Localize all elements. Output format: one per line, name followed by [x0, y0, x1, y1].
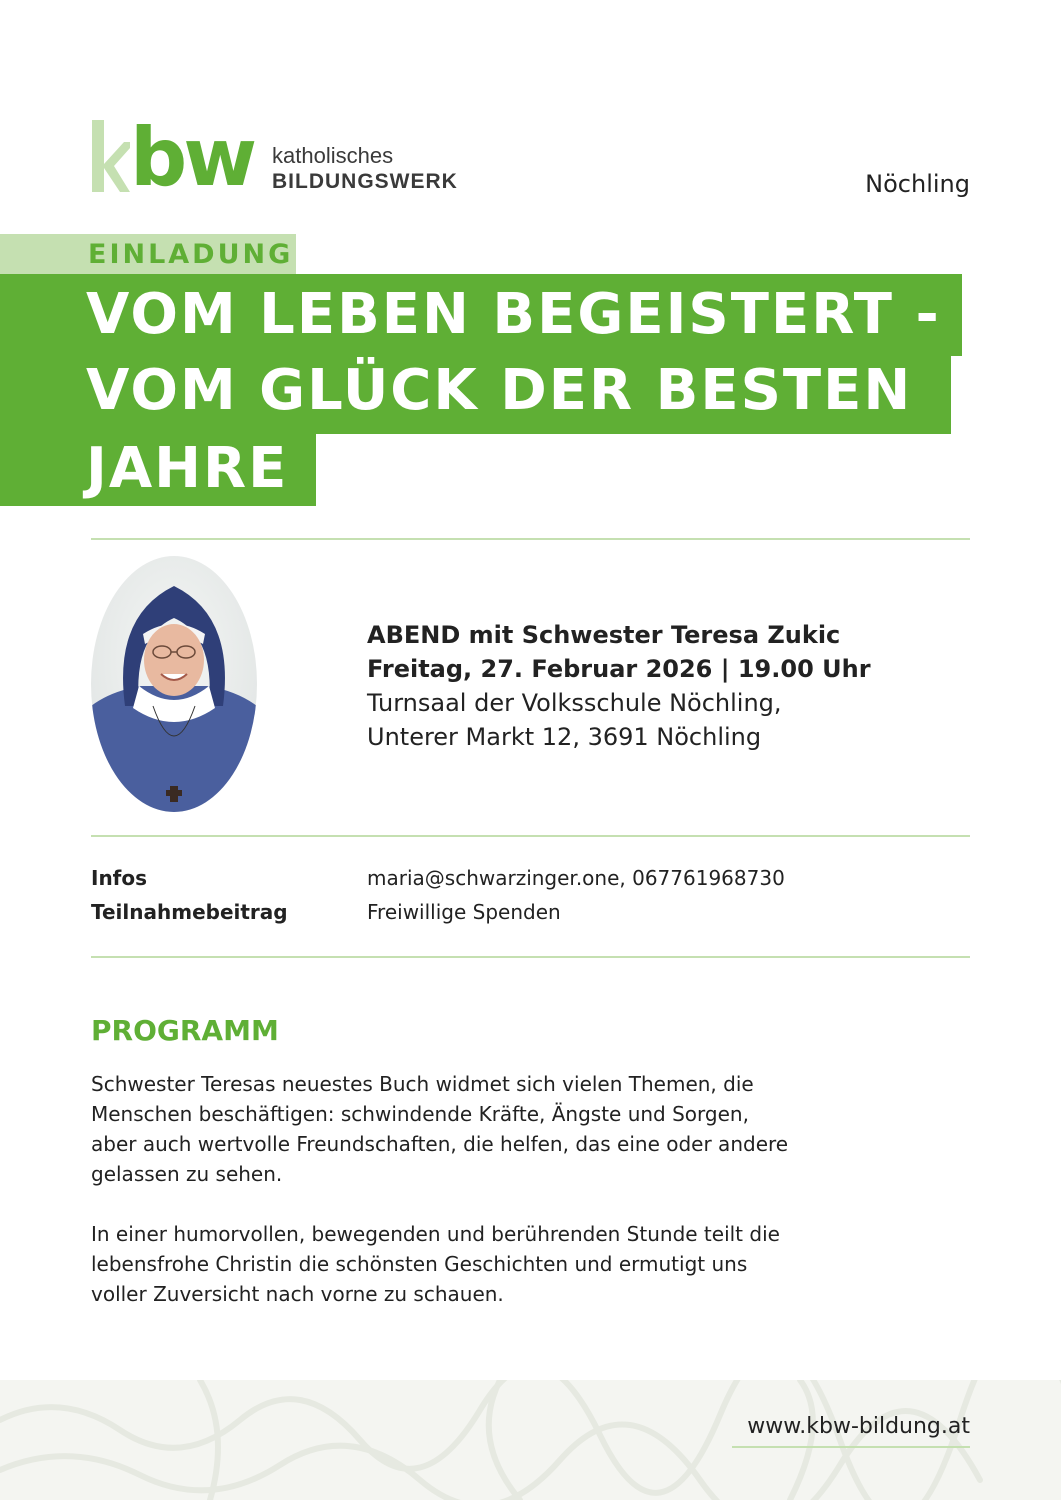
info-label-fee: Teilnahmebeitrag: [91, 900, 288, 924]
location-label: Nöchling: [865, 170, 970, 198]
kbw-logo: [90, 111, 490, 204]
paragraph-line: Menschen beschäftigen: schwindende Kräfte, Ängste und Sorgen,: [91, 1102, 749, 1126]
logo-k-mark: [90, 118, 130, 196]
event-details: [367, 618, 871, 754]
footer-website-link[interactable]: www.kbw-bildung.at: [747, 1414, 970, 1439]
programm-paragraph-1: [91, 1069, 891, 1189]
info-value-fee: Freiwillige Spenden: [367, 900, 561, 924]
eyebrow-label: EINLADUNG: [88, 239, 294, 270]
paragraph-line: lebensfrohe Christin die schönsten Geschichten und ermutigt uns: [91, 1252, 748, 1276]
paragraph-line: gelassen zu sehen.: [91, 1162, 283, 1186]
paragraph-line: voller Zuversicht nach vorne zu schauen.: [91, 1282, 504, 1306]
title-line-2: VOM GLÜCK DER BESTEN: [86, 358, 913, 423]
speaker-portrait: [91, 556, 257, 812]
logo-wordmark: bw: [130, 111, 254, 204]
section-heading-programm: PROGRAMM: [91, 1014, 279, 1047]
paragraph-line: aber auch wertvolle Freundschaften, die helfen, das eine oder andere: [91, 1132, 789, 1156]
event-datetime: Freitag, 27. Februar 2026 | 19.00 Uhr: [367, 655, 871, 683]
divider: [91, 835, 970, 837]
info-label-contact: Infos: [91, 866, 148, 890]
event-venue: Turnsaal der Volksschule Nöchling,: [367, 689, 782, 717]
divider: [91, 956, 970, 958]
paragraph-line: In einer humorvollen, bewegenden und berührenden Stunde teilt die: [91, 1222, 780, 1246]
title-line-3: JAHRE: [86, 436, 289, 501]
event-speaker: ABEND mit Schwester Teresa Zukic: [367, 621, 841, 649]
info-value-contact[interactable]: maria@schwarzinger.one, 067761968730: [367, 866, 785, 890]
org-name-line2: BILDUNGSWERK: [272, 170, 458, 193]
programm-paragraph-2: [91, 1219, 891, 1309]
divider: [91, 538, 970, 540]
event-address: Unterer Markt 12, 3691 Nöchling: [367, 723, 762, 751]
paragraph-line: Schwester Teresas neuestes Buch widmet sich vielen Themen, die: [91, 1072, 754, 1096]
org-name-line1: katholisches: [272, 143, 394, 168]
footer-texture: [0, 1380, 1061, 1500]
footer-underline: [732, 1446, 970, 1448]
title-line-1: VOM LEBEN BEGEISTERT -: [86, 282, 941, 347]
